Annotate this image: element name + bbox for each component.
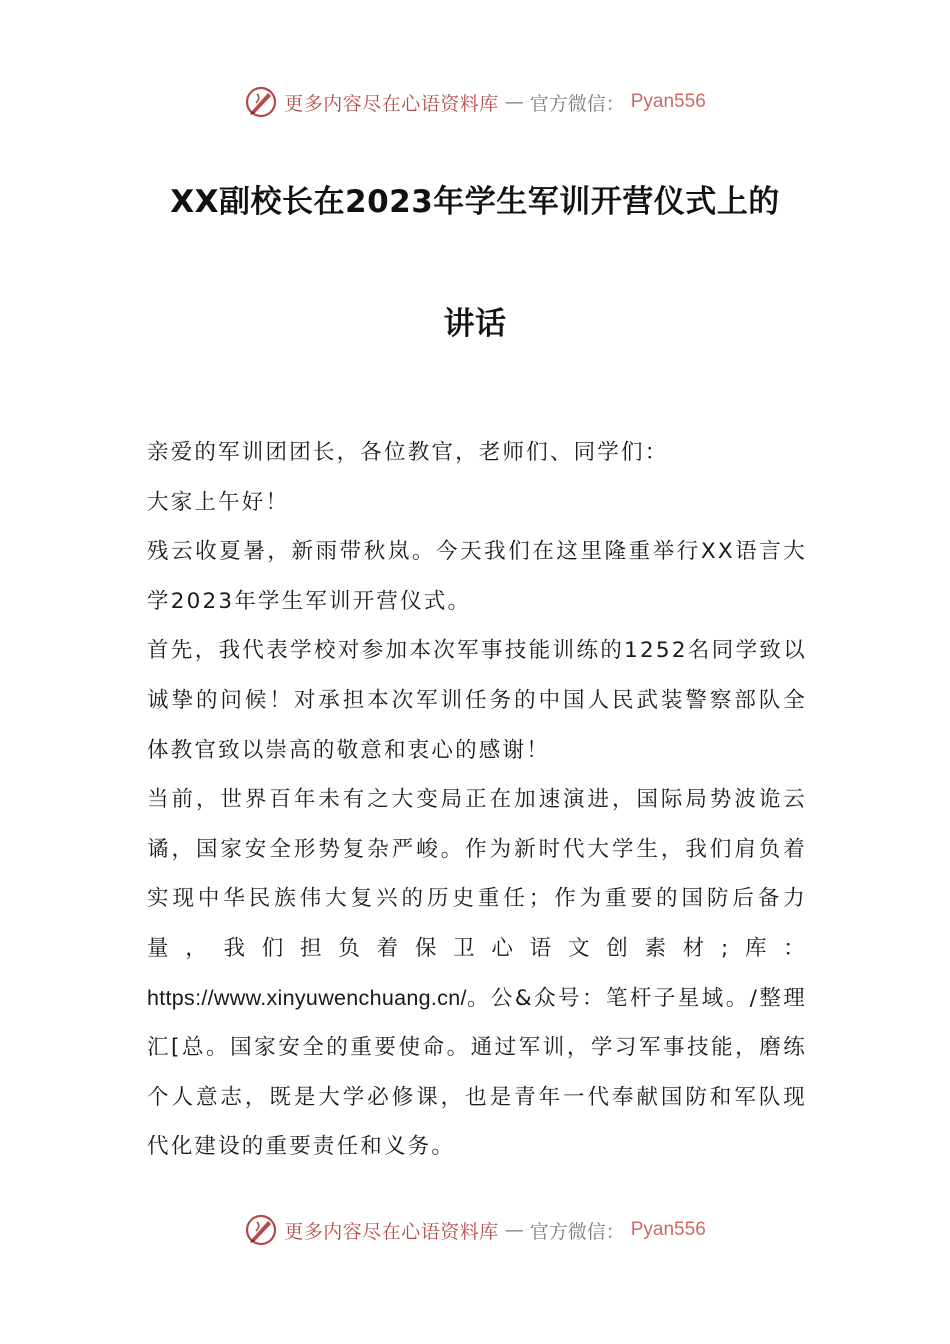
greeting: 大家上午好！	[147, 489, 290, 515]
banner-dash: —	[504, 1219, 524, 1241]
pen-logo-icon	[244, 85, 278, 119]
paragraph-3-part-b: 。公&众号：笔杆子星域。/整理汇[总。国家安全的重要使命。通过军训，学习军事技能，磨练个人意志，既是大学必修课，也是青年一代奉献国防和军队现代化建设的重要责任和义务。	[147, 985, 807, 1160]
paragraph-3	[147, 775, 807, 1172]
banner-brand-text: 更多内容尽在心语资料库	[284, 92, 499, 115]
paragraph-3-part-a: 当前，世界百年未有之大变局正在加速演进，国际局势波诡云谲，国家安全形势复杂严峻。作为新时代大学生，我们肩负着实现中华民族伟大复兴的历史重任；作为重要的国防后备力量，我们担负着保卫心语文创素材;库：	[147, 787, 807, 961]
footer-banner	[0, 1210, 950, 1250]
document-title-line-1: XX副校长在2023年学生军训开营仪式上的	[170, 184, 780, 220]
banner-brand-text: 更多内容尽在心语资料库	[284, 1220, 499, 1243]
salutation: 亲爱的军训团团长，各位教官，老师们、同学们：	[147, 440, 669, 465]
paragraph-2: 首先，我代表学校对参加本次军事技能训练的1252名同学致以诚挚的问候！对承担本次军训任务的中国人民武装警察部队全体教官致以崇高的敬意和衷心的感谢！	[147, 638, 807, 763]
source-url-link[interactable]: https://www.xinyuwenchuang.cn/	[147, 985, 467, 1010]
paragraph-1: 残云收夏暑，新雨带秋岚。今天我们在这里隆重举行XX语言大学2023年学生军训开营仪式。	[147, 539, 807, 614]
banner-wechat-label: 官方微信：	[529, 1220, 625, 1243]
document-title-line-2: 讲话	[443, 306, 507, 342]
pen-logo-icon	[244, 1213, 278, 1247]
banner-wechat-id: Pyan556	[630, 1219, 706, 1240]
document-body	[147, 428, 807, 1172]
header-banner	[0, 82, 950, 122]
banner-wechat-id: Pyan556	[630, 91, 706, 112]
banner-dash: —	[504, 91, 524, 113]
banner-wechat-label: 官方微信：	[529, 92, 625, 115]
